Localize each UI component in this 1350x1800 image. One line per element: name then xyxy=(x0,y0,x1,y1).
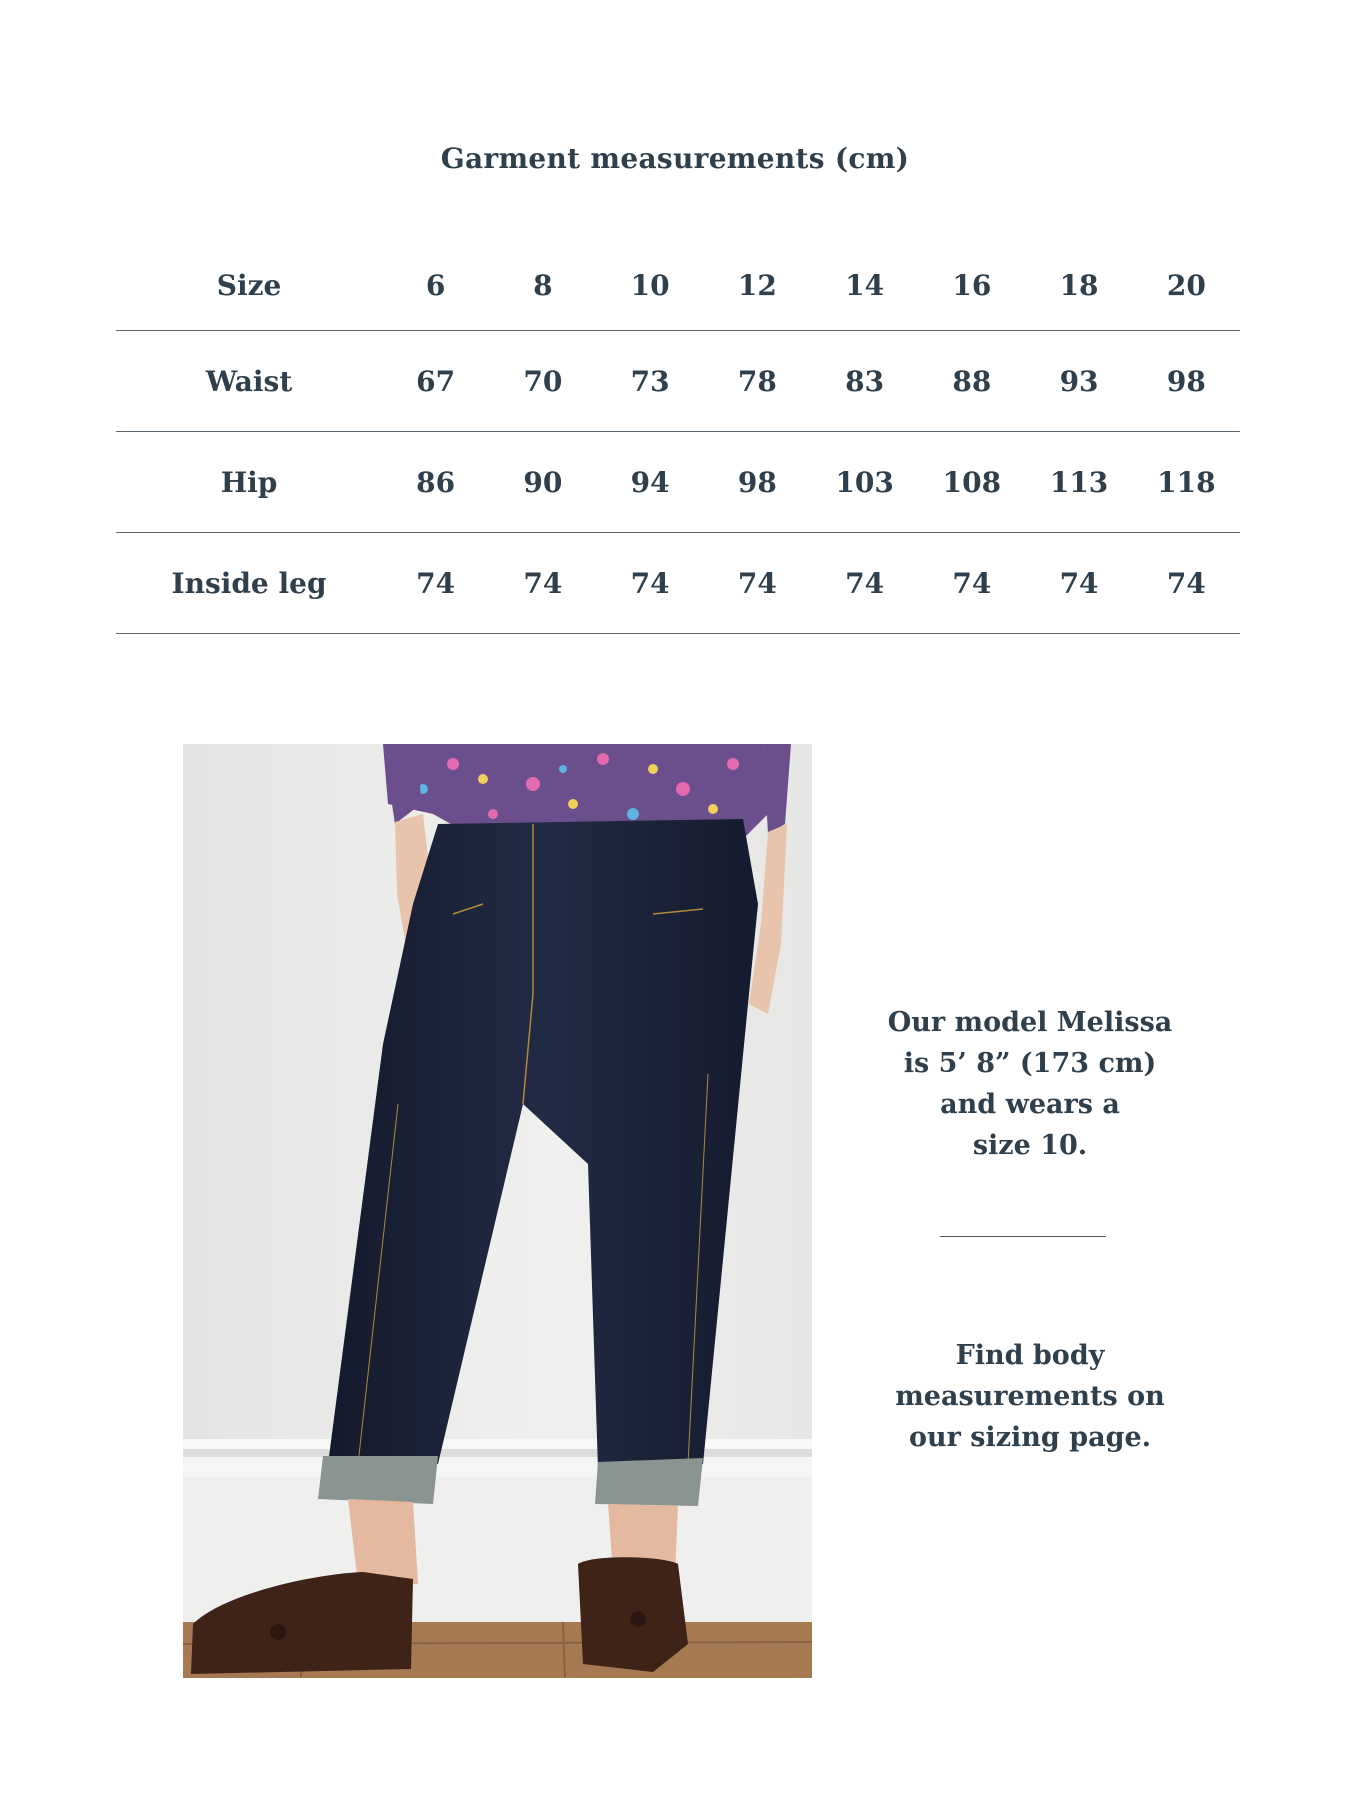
table-cell: 118 xyxy=(1133,432,1240,533)
table-row-inside-leg xyxy=(116,533,1240,634)
table-cell: 74 xyxy=(1025,533,1132,634)
table-cell: 74 xyxy=(811,533,918,634)
table-cell: 83 xyxy=(811,331,918,432)
table-row-waist xyxy=(116,331,1240,432)
size-header: 12 xyxy=(704,240,811,331)
table-cell: 108 xyxy=(918,432,1025,533)
table-cell: 74 xyxy=(918,533,1025,634)
table-cell: 78 xyxy=(704,331,811,432)
table-cell: 67 xyxy=(382,331,489,432)
divider xyxy=(940,1236,1106,1237)
model-note-line: and wears a xyxy=(940,1089,1120,1120)
table-cell: 90 xyxy=(489,432,596,533)
table-cell: 73 xyxy=(597,331,704,432)
model-photo xyxy=(183,744,812,1678)
row-label: Waist xyxy=(116,331,382,432)
table-cell: 74 xyxy=(704,533,811,634)
table-cell: 113 xyxy=(1025,432,1132,533)
table-cell: 74 xyxy=(597,533,704,634)
table-cell: 103 xyxy=(811,432,918,533)
size-header: 20 xyxy=(1133,240,1240,331)
sizing-note-line: our sizing page. xyxy=(908,1422,1152,1453)
table-cell: 98 xyxy=(1133,331,1240,432)
table-cell: 74 xyxy=(1133,533,1240,634)
model-note-line: size 10. xyxy=(972,1130,1088,1161)
model-note xyxy=(860,1002,1200,1166)
table-cell: 74 xyxy=(382,533,489,634)
row-label: Hip xyxy=(116,432,382,533)
table-header-row xyxy=(116,240,1240,331)
size-header: 10 xyxy=(597,240,704,331)
size-header: 8 xyxy=(489,240,596,331)
size-header: 14 xyxy=(811,240,918,331)
sizing-note-line: measurements on xyxy=(895,1381,1165,1412)
size-header: 16 xyxy=(918,240,1025,331)
table-cell: 98 xyxy=(704,432,811,533)
table-cell: 70 xyxy=(489,331,596,432)
sizing-note-line: Find body xyxy=(955,1340,1105,1371)
table-cell: 74 xyxy=(489,533,596,634)
table-cell: 88 xyxy=(918,331,1025,432)
table-cell: 94 xyxy=(597,432,704,533)
size-header: 6 xyxy=(382,240,489,331)
header-label: Size xyxy=(116,240,382,331)
table-row-hip xyxy=(116,432,1240,533)
sizing-page-note[interactable] xyxy=(860,1335,1200,1458)
row-label: Inside leg xyxy=(116,533,382,634)
model-note-line: Our model Melissa xyxy=(887,1007,1173,1038)
table-cell: 93 xyxy=(1025,331,1132,432)
table-cell: 86 xyxy=(382,432,489,533)
size-chart-table xyxy=(116,240,1240,634)
page-title: Garment measurements (cm) xyxy=(440,142,910,175)
model-note-line: is 5’ 8” (173 cm) xyxy=(903,1048,1157,1079)
size-header: 18 xyxy=(1025,240,1132,331)
